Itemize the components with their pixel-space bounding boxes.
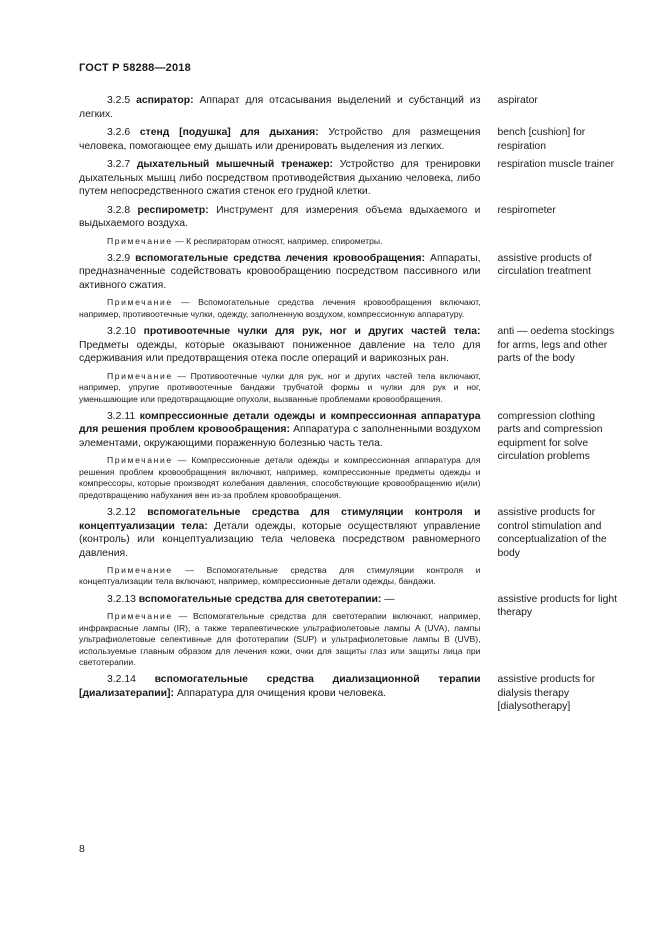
term-english-equivalent: assistive products of circulation treatment [497, 252, 592, 278]
term-definition-text: Аппаратура для очищения крови человека. [176, 687, 386, 699]
term-number: 3.2.7 [107, 159, 131, 170]
standard-header: ГОСТ Р 58288—2018 [79, 62, 191, 74]
term-number: 3.2.13 [107, 593, 136, 605]
term-definition-text: Детали одежды, которые осуществляют управление (контроль) или концептуализацию тела человека посредством равномерного давления. [79, 520, 481, 559]
note-text: — Противоотечные чулки для рук, ног и других частей тела включают, например, упругие противоотечные бандажи трубчатой формы и чулки для рук и ног, уменьшающие или предотвращающие опухоли, вызванные проблемами кровообращения. [79, 370, 481, 404]
note-text: — Вспомогательные средства для светотерапии включают, например, инфракрасные лампы (IR), а также терапевтические ультрафиолетовые лампы A (UVA), лампы ультрафиолетовые селективные для фототерапии (SUP) и ультрафиолетовые лампы B (UVB), используемые главным образом для лечения кожи, очки для защиты глаз или защиты лица при светотерапии. [79, 611, 481, 667]
term-entry [79, 410, 619, 501]
term-english-equivalent: assistive products for dialysis therapy [dialysotherapy] [497, 674, 596, 713]
definition-paragraph [79, 126, 480, 153]
definition-paragraph [79, 325, 480, 366]
term-list [79, 94, 619, 719]
term-number: 3.2.8 [107, 204, 131, 216]
term-english-equivalent: compression clothing parts and compression equipment for solve circulation problems [497, 410, 603, 463]
term-number: 3.2.14 [107, 674, 136, 686]
term-number: 3.2.11 [107, 410, 136, 422]
definition-paragraph [79, 252, 480, 293]
term-definition-ru [79, 593, 480, 669]
term-name: вспомогательные средства для стимуляции контроля и концептуализации тела: [79, 507, 481, 532]
definition-paragraph [79, 673, 480, 700]
note-label: Примечание [107, 370, 173, 381]
term-entry [79, 252, 619, 320]
term-definition-text: Предметы одежды, которые оказывают пониженное давление на тело для сдерживания или предотвращения отека после операций и варикозных ран. [79, 339, 481, 365]
term-entry [79, 126, 619, 153]
term-name: компрессионные детали одежды и компрессионная аппаратура для решения проблем кровообращения: [79, 410, 481, 436]
term-number: 3.2.9 [107, 252, 131, 264]
term-note [79, 611, 480, 668]
term-english-equivalent: respirometer [497, 204, 556, 216]
note-text: — Вспомогательные средства лечения кровообращения включают, например, противоотечные чулки, одежду, заполненную воздухом, компрессионную аппаратуру. [79, 297, 481, 319]
term-name: дыхательный мышечный тренажер: [136, 159, 334, 170]
term-entry [79, 506, 619, 588]
term-definition-text: Аппараты, предназначенные содействовать кровообращению посредством пассивного или активного сжатия. [79, 252, 481, 291]
note-label: Примечание [107, 455, 173, 466]
term-definition-text: Инструмент для измерения объема вдыхаемого и выдыхаемого воздуха. [79, 204, 481, 229]
term-number: 3.2.5 [107, 95, 131, 106]
term-entry [79, 673, 619, 714]
term-name: вспомогательные средства для светотерапии: [138, 593, 382, 605]
term-definition-ru [79, 252, 480, 320]
term-definition-ru [79, 506, 480, 588]
definition-paragraph [79, 204, 480, 231]
term-english-equivalent: assistive products for light therapy [497, 593, 618, 619]
term-definition-text: Аппарат для отсасывания выделений и субстанций из легких. [79, 95, 481, 120]
term-definition-ru [79, 325, 480, 405]
note-label: Примечание [107, 565, 173, 576]
term-definition-text: — [384, 593, 395, 605]
note-text: — К респираторам относят, например, спирометры. [175, 235, 383, 246]
note-label: Примечание [107, 297, 173, 308]
note-label: Примечание [107, 235, 173, 246]
term-english-equivalent: anti — oedema stockings for arms, legs and other parts of the body [497, 326, 615, 365]
term-definition-ru [79, 158, 480, 199]
term-definition-ru [79, 204, 480, 247]
note-text: — Компрессионные детали одежды и компрессионная аппаратура для решения проблем кровообращения включают, например, компрессионные предметы одежды и компрессоры, которые производят колебания давления, способствующие кровообращению и(или) предотвращению набухания вен из-за проблем кровообращения. [79, 455, 481, 500]
term-english-equivalent: bench [cushion] for respiration [497, 127, 586, 152]
definition-paragraph [79, 506, 480, 560]
term-name: противоотечные чулки для рук, ног и других частей тела: [143, 326, 481, 338]
term-note [79, 565, 480, 588]
term-definition-text: Аппаратура с заполненными воздухом элементами, окружающими пораженную болезнью часть тела. [79, 424, 481, 449]
term-entry [79, 593, 619, 669]
term-note [79, 297, 480, 320]
term-definition-ru [79, 126, 480, 153]
note-label: Примечание [107, 611, 173, 622]
term-name: аспиратор: [136, 95, 194, 106]
definition-paragraph [79, 158, 480, 199]
term-definition-ru [79, 94, 480, 121]
term-entry [79, 158, 619, 199]
term-number: 3.2.6 [107, 127, 131, 138]
definition-paragraph [79, 593, 480, 607]
term-name: вспомогательные средства диализационной терапии [диализатерапии]: [79, 674, 481, 699]
term-name: респирометр: [137, 204, 209, 216]
term-entry [79, 325, 619, 405]
term-definition-ru [79, 673, 480, 700]
term-definition-text: Устройство для размещения человека, помогающее ему дышать или дренировать выделения из легких. [79, 127, 481, 152]
term-note [79, 455, 480, 501]
term-english-equivalent: assistive products for control stimulation and conceptualization of the body [497, 507, 607, 559]
definition-paragraph [79, 410, 480, 451]
term-note [79, 371, 480, 405]
term-number: 3.2.10 [107, 326, 136, 338]
term-number: 3.2.12 [107, 507, 136, 519]
definition-paragraph [79, 94, 480, 121]
term-name: стенд [подушка] для дыхания: [139, 127, 319, 138]
term-entry [79, 204, 619, 247]
term-entry [79, 94, 619, 121]
page-number: 8 [79, 843, 85, 855]
term-note [79, 236, 480, 247]
note-text: — Вспомогательные средства для стимуляции контроля и концептуализации тела включают, например, компрессионные детали одежды, бандажи. [79, 565, 481, 587]
term-name: вспомогательные средства лечения кровообращения: [135, 252, 426, 264]
term-definition-text: Устройство для тренировки дыхательных мышц либо посредством противодействия дыханию человека, либо путем непосредственного сжатия стенок его грудной клетки. [79, 159, 481, 197]
term-definition-ru [79, 410, 480, 501]
term-english-equivalent: respiration muscle trainer [497, 159, 615, 170]
term-english-equivalent: aspirator [497, 95, 538, 106]
